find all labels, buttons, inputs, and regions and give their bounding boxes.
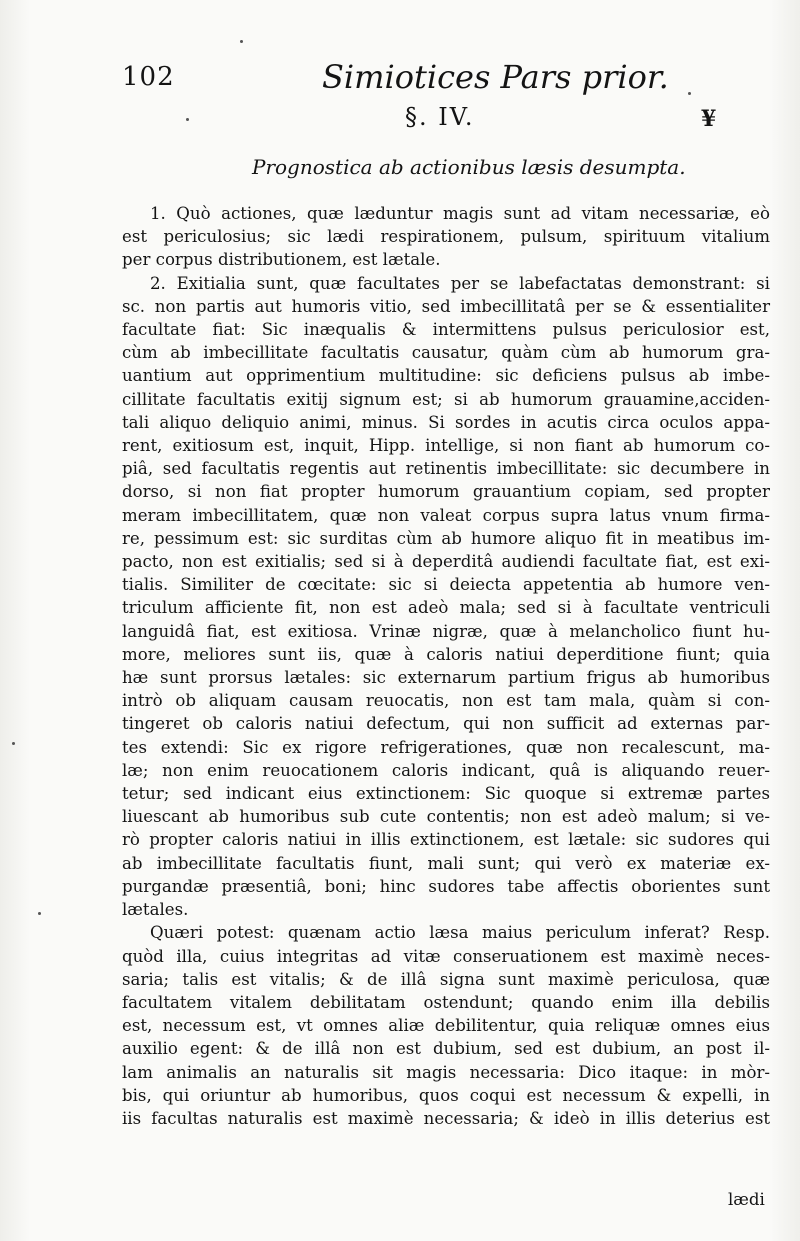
text-line: saria; talis est vitalis; & de illâ signa sunt maximè periculosa, quæ [122,969,770,989]
section-heading: Prognostica ab actionibus læsis desumpta. [252,155,686,179]
text-line: ab imbecillitate facultatis fiunt, mali sunt; qui verò ex materiæ ex- [122,853,770,873]
text-line: cùm ab imbecillitate facultatis causatur, quàm cùm ab humorum gra- [122,343,770,363]
text-line: per corpus distributionem, est lætale. [122,250,441,270]
text-line: bis, qui oriuntur ab humoribus, quos coqui est necessum & expelli, in [122,1085,770,1105]
text-line: tali aliquo deliquio animi, minus. Si sordes in acutis circa oculos appa- [122,412,770,432]
paper-speck [12,742,15,745]
paper-speck [240,40,243,43]
text-line: quòd illa, cuius integritas ad vitæ conseruationem est maximè neces- [122,946,770,966]
text-line: sc. non partis aut humoris vitio, sed imbecillitatâ per se & essentialiter [122,296,770,316]
body-text [122,202,770,1130]
text-line: intrò ob aliquam causam reuocatis, non est tam mala, quàm si con- [122,691,770,711]
paper-speck [688,92,691,95]
section-number: §. IV. [405,103,475,131]
catchword: lædi [728,1190,765,1209]
paper-speck [38,912,41,915]
text-line: tialis. Similiter de cœcitate: sic si deiecta appetentia ab humore ven- [122,575,770,595]
text-line: meram imbecillitatem, quæ non valeat corpus supra latus vnum firma- [122,505,770,525]
text-line: languidâ fiat, est exitiosa. Vrinæ nigræ, quæ à melancholico fiunt hu- [122,621,770,641]
text-line: liuescant ab humoribus sub cute contentis; non est adeò malum; si ve- [122,807,770,827]
text-line: iis facultas naturalis est maximè necessaria; & ideò in illis deterius est [122,1108,770,1128]
paper-speck [186,118,189,121]
text-line: est, necessum est, vt omnes aliæ debilitentur, quia reliquæ omnes eius [122,1016,770,1036]
text-line: purgandæ præsentiâ, boni; hinc sudores tabe affectis oborientes sunt [122,876,770,896]
text-line: pacto, non est exitialis; sed si à deperditâ audiendi facultate fiat, est exi- [122,552,770,572]
text-line: 1. Quò actiones, quæ læduntur magis sunt ad vitam necessariæ, eò [150,204,770,223]
text-line: læ; non enim reuocationem caloris indicant, quâ is aliquando reuer- [122,760,770,780]
text-line: facultatem vitalem debilitatam ostendunt; quando enim illa debilis [122,992,770,1012]
text-line: rent, exitiosum est, inquit, Hipp. intellige, si non fiant ab humorum co- [122,436,770,456]
text-line: 2. Exitialia sunt, quæ facultates per se labefactatas demonstrant: si [150,273,770,293]
text-line: est periculosius; sic lædi respirationem, pulsum, spirituum vitalium [122,227,770,247]
text-line: more, meliores sunt iis, quæ à caloris natiui deperditione fiunt; quia [122,644,770,664]
text-line: lætales. [122,900,189,920]
text-line: piâ, sed facultatis regentis aut retinentis imbecillitate: sic decumbere in [122,459,770,479]
text-line: rò propter caloris natiui in illis extinctionem, est lætale: sic sudores qui [122,830,770,850]
margin-mark: ¥ [701,106,717,132]
text-line: hæ sunt prorsus lætales: sic externarum partium frigus ab humoribus [122,668,770,688]
text-line: auxilio egent: & de illâ non est dubium, sed est dubium, an post il- [122,1039,770,1059]
text-line: facultate fiat: Sic inæqualis & intermittens pulsus periculosior est, [122,320,770,340]
text-line: triculum afficiente fit, non est adeò mala; sed si à facultate ventriculi [122,598,770,618]
text-line: re, pessimum est: sic surditas cùm ab humore aliquo fit in meatibus im- [122,528,770,548]
text-line: dorso, si non fiat propter humorum grauantium copiam, sed propter [122,482,770,502]
running-title: Simiotices Pars prior. [322,58,669,96]
text-line: cillitate facultatis exitij signum est; si ab humorum grauamine,acciden- [122,389,770,409]
page-header [122,58,669,98]
text-line: uantium aut opprimentium multitudine: sic deficiens pulsus ab imbe- [122,366,770,386]
text-line: tingeret ob caloris natiui defectum, qui non sufficit ad externas par- [122,714,770,734]
page-number: 102 [122,62,175,92]
text-line: lam animalis an naturalis sit magis necessaria: Dico itaque: in mòr- [122,1062,770,1082]
text-line: Quæri potest: quænam actio læsa maius periculum inferat? Resp. [150,923,770,943]
text-line: tes extendi: Sic ex rigore refrigerationes, quæ non recalescunt, ma- [122,737,770,757]
text-line: tetur; sed indicant eius extinctionem: Sic quoque si extremæ partes [122,784,770,804]
